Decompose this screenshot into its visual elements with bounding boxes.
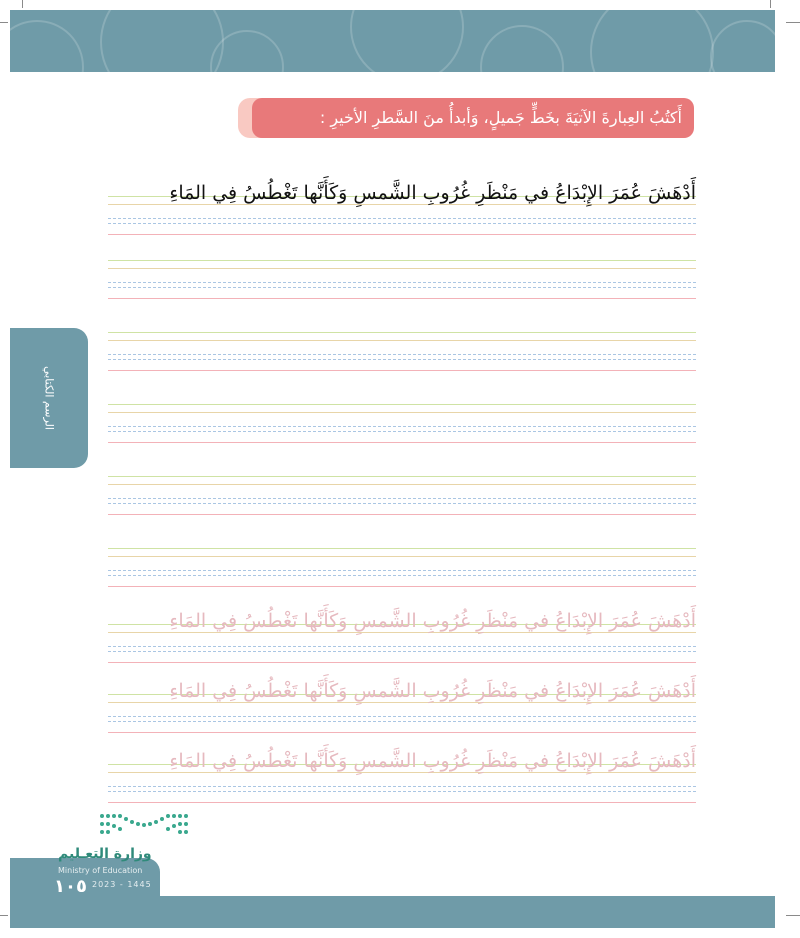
crop-mark: [770, 0, 771, 8]
writing-line[interactable]: [108, 476, 696, 516]
ministry-name-en: Ministry of Education: [58, 866, 143, 875]
trace-sentence: أَدْهَشَ عُمَرَ الإِبْدَاعُ في مَنْظَرِ غُرُوبِ الشَّمسِ وَكَأَنَّها تَغْطُسُ فِي المَاءِ: [169, 680, 696, 702]
writing-line[interactable]: [108, 332, 696, 372]
writing-line[interactable]: [108, 404, 696, 444]
side-tab: [10, 328, 88, 468]
crop-mark: [22, 0, 23, 8]
header-band: [10, 10, 775, 72]
writing-line[interactable]: [108, 548, 696, 588]
trace-sentence: أَدْهَشَ عُمَرَ الإِبْدَاعُ في مَنْظَرِ غُرُوبِ الشَّمسِ وَكَأَنَّها تَغْطُسُ فِي المَاءِ: [169, 750, 696, 772]
ministry-name-ar: وزارة التعـليم: [58, 846, 152, 862]
trace-sentence: أَدْهَشَ عُمَرَ الإِبْدَاعُ في مَنْظَرِ غُرُوبِ الشَّمسِ وَكَأَنَّها تَغْطُسُ فِي المَاءِ: [169, 610, 696, 632]
instruction-banner: [238, 98, 694, 138]
crop-mark: [0, 22, 8, 23]
ministry-logo-icon: [96, 810, 192, 838]
writing-line[interactable]: [108, 260, 696, 300]
footer-band: [10, 896, 775, 928]
crop-mark: [0, 915, 8, 916]
crop-mark: [786, 915, 800, 916]
side-tab-label: الرسم الكتابي: [42, 366, 56, 430]
model-sentence: أَدْهَشَ عُمَرَ الإِبْدَاعُ في مَنْظَرِ غُرُوبِ الشَّمسِ وَكَأَنَّها تَغْطُسُ فِي المَاءِ: [169, 182, 696, 204]
page-number: ١٠٥: [54, 876, 87, 897]
crop-mark: [786, 22, 800, 23]
instruction-text: أَكتُبُ العِبارةَ الآتيَةَ بخَطٍّ جَميلٍ، وَأبدأُ منَ السَّطرِ الأخيرِ :: [252, 98, 694, 138]
edition-year: 2023 - 1445: [92, 880, 152, 889]
